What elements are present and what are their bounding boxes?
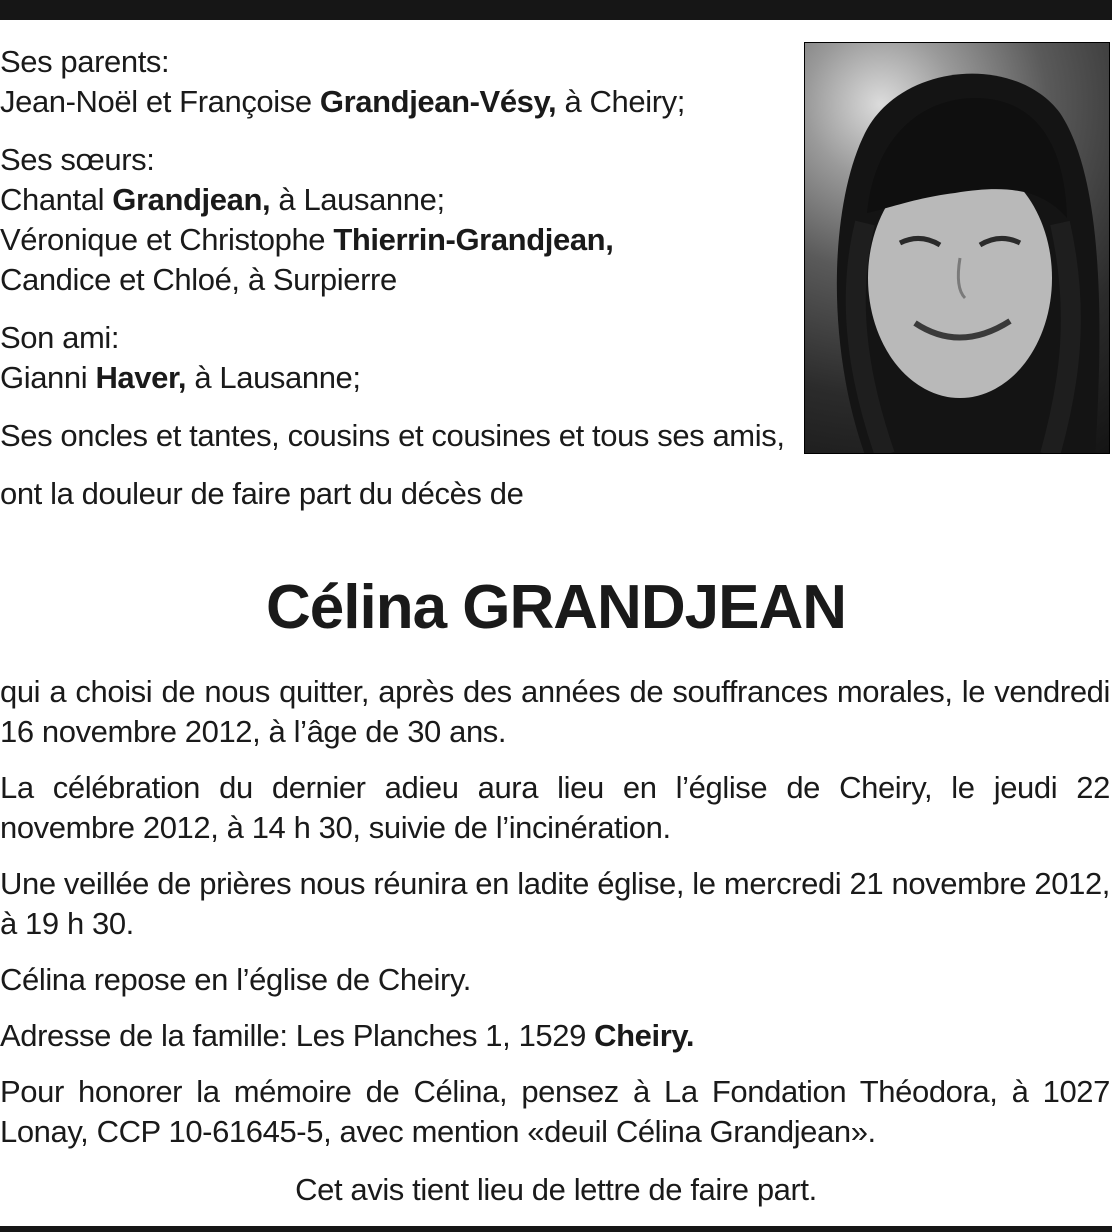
friend-heading: Son ami: <box>0 320 120 355</box>
sister-1-line: Chantal Grandjean, à Lausanne; <box>0 182 445 217</box>
paragraph-address: Adresse de la famille: Les Planches 1, 1529 Cheiry. <box>0 1018 695 1053</box>
parents-heading: Ses parents: <box>0 44 170 79</box>
portrait-photo <box>804 42 1110 454</box>
paragraph-vigil: Une veillée de prières nous réunira en ladite église, le mercredi 21 novembre 2012, à 19 h 30. <box>0 866 1110 941</box>
sister-2-children-line: Candice et Chloé, à Surpierre <box>0 262 397 297</box>
top-rule <box>0 0 1112 20</box>
sisters-heading: Ses sœurs: <box>0 142 155 177</box>
deceased-name: Célina GRANDJEAN <box>266 573 846 642</box>
paragraph-passing: qui a choisi de nous quitter, après des années de souffrances morales, le vendredi 16 novembre 2012, à l’âge de 30 ans. <box>0 674 1110 749</box>
announcement-line: ont la douleur de faire part du décès de <box>0 476 524 511</box>
relatives-line: Ses oncles et tantes, cousins et cousines et tous ses amis, <box>0 418 785 453</box>
paragraph-donation: Pour honorer la mémoire de Célina, pensez à La Fondation Théodora, à 1027 Lonay, CCP 10-61645-5, avec mention «deuil Célina Grandjean». <box>0 1074 1110 1149</box>
friend-line: Gianni Haver, à Lausanne; <box>0 360 361 395</box>
bottom-rule <box>0 1226 1112 1232</box>
paragraph-rests: Célina repose en l’église de Cheiry. <box>0 962 471 997</box>
closing-note: Cet avis tient lieu de lettre de faire part. <box>295 1172 817 1207</box>
paragraph-ceremony: La célébration du dernier adieu aura lieu en l’église de Cheiry, le jeudi 22 novembre 2012, à 14 h 30, suivie de l’incinération. <box>0 770 1110 845</box>
sister-2-line: Véronique et Christophe Thierrin-Grandjean, <box>0 222 614 257</box>
details <box>0 672 1110 1152</box>
parents-surname: Grandjean-Vésy, <box>319 84 557 119</box>
parents-line: Jean-Noël et Françoise Grandjean-Vésy, à Cheiry; <box>0 84 685 119</box>
family-list <box>0 42 790 514</box>
